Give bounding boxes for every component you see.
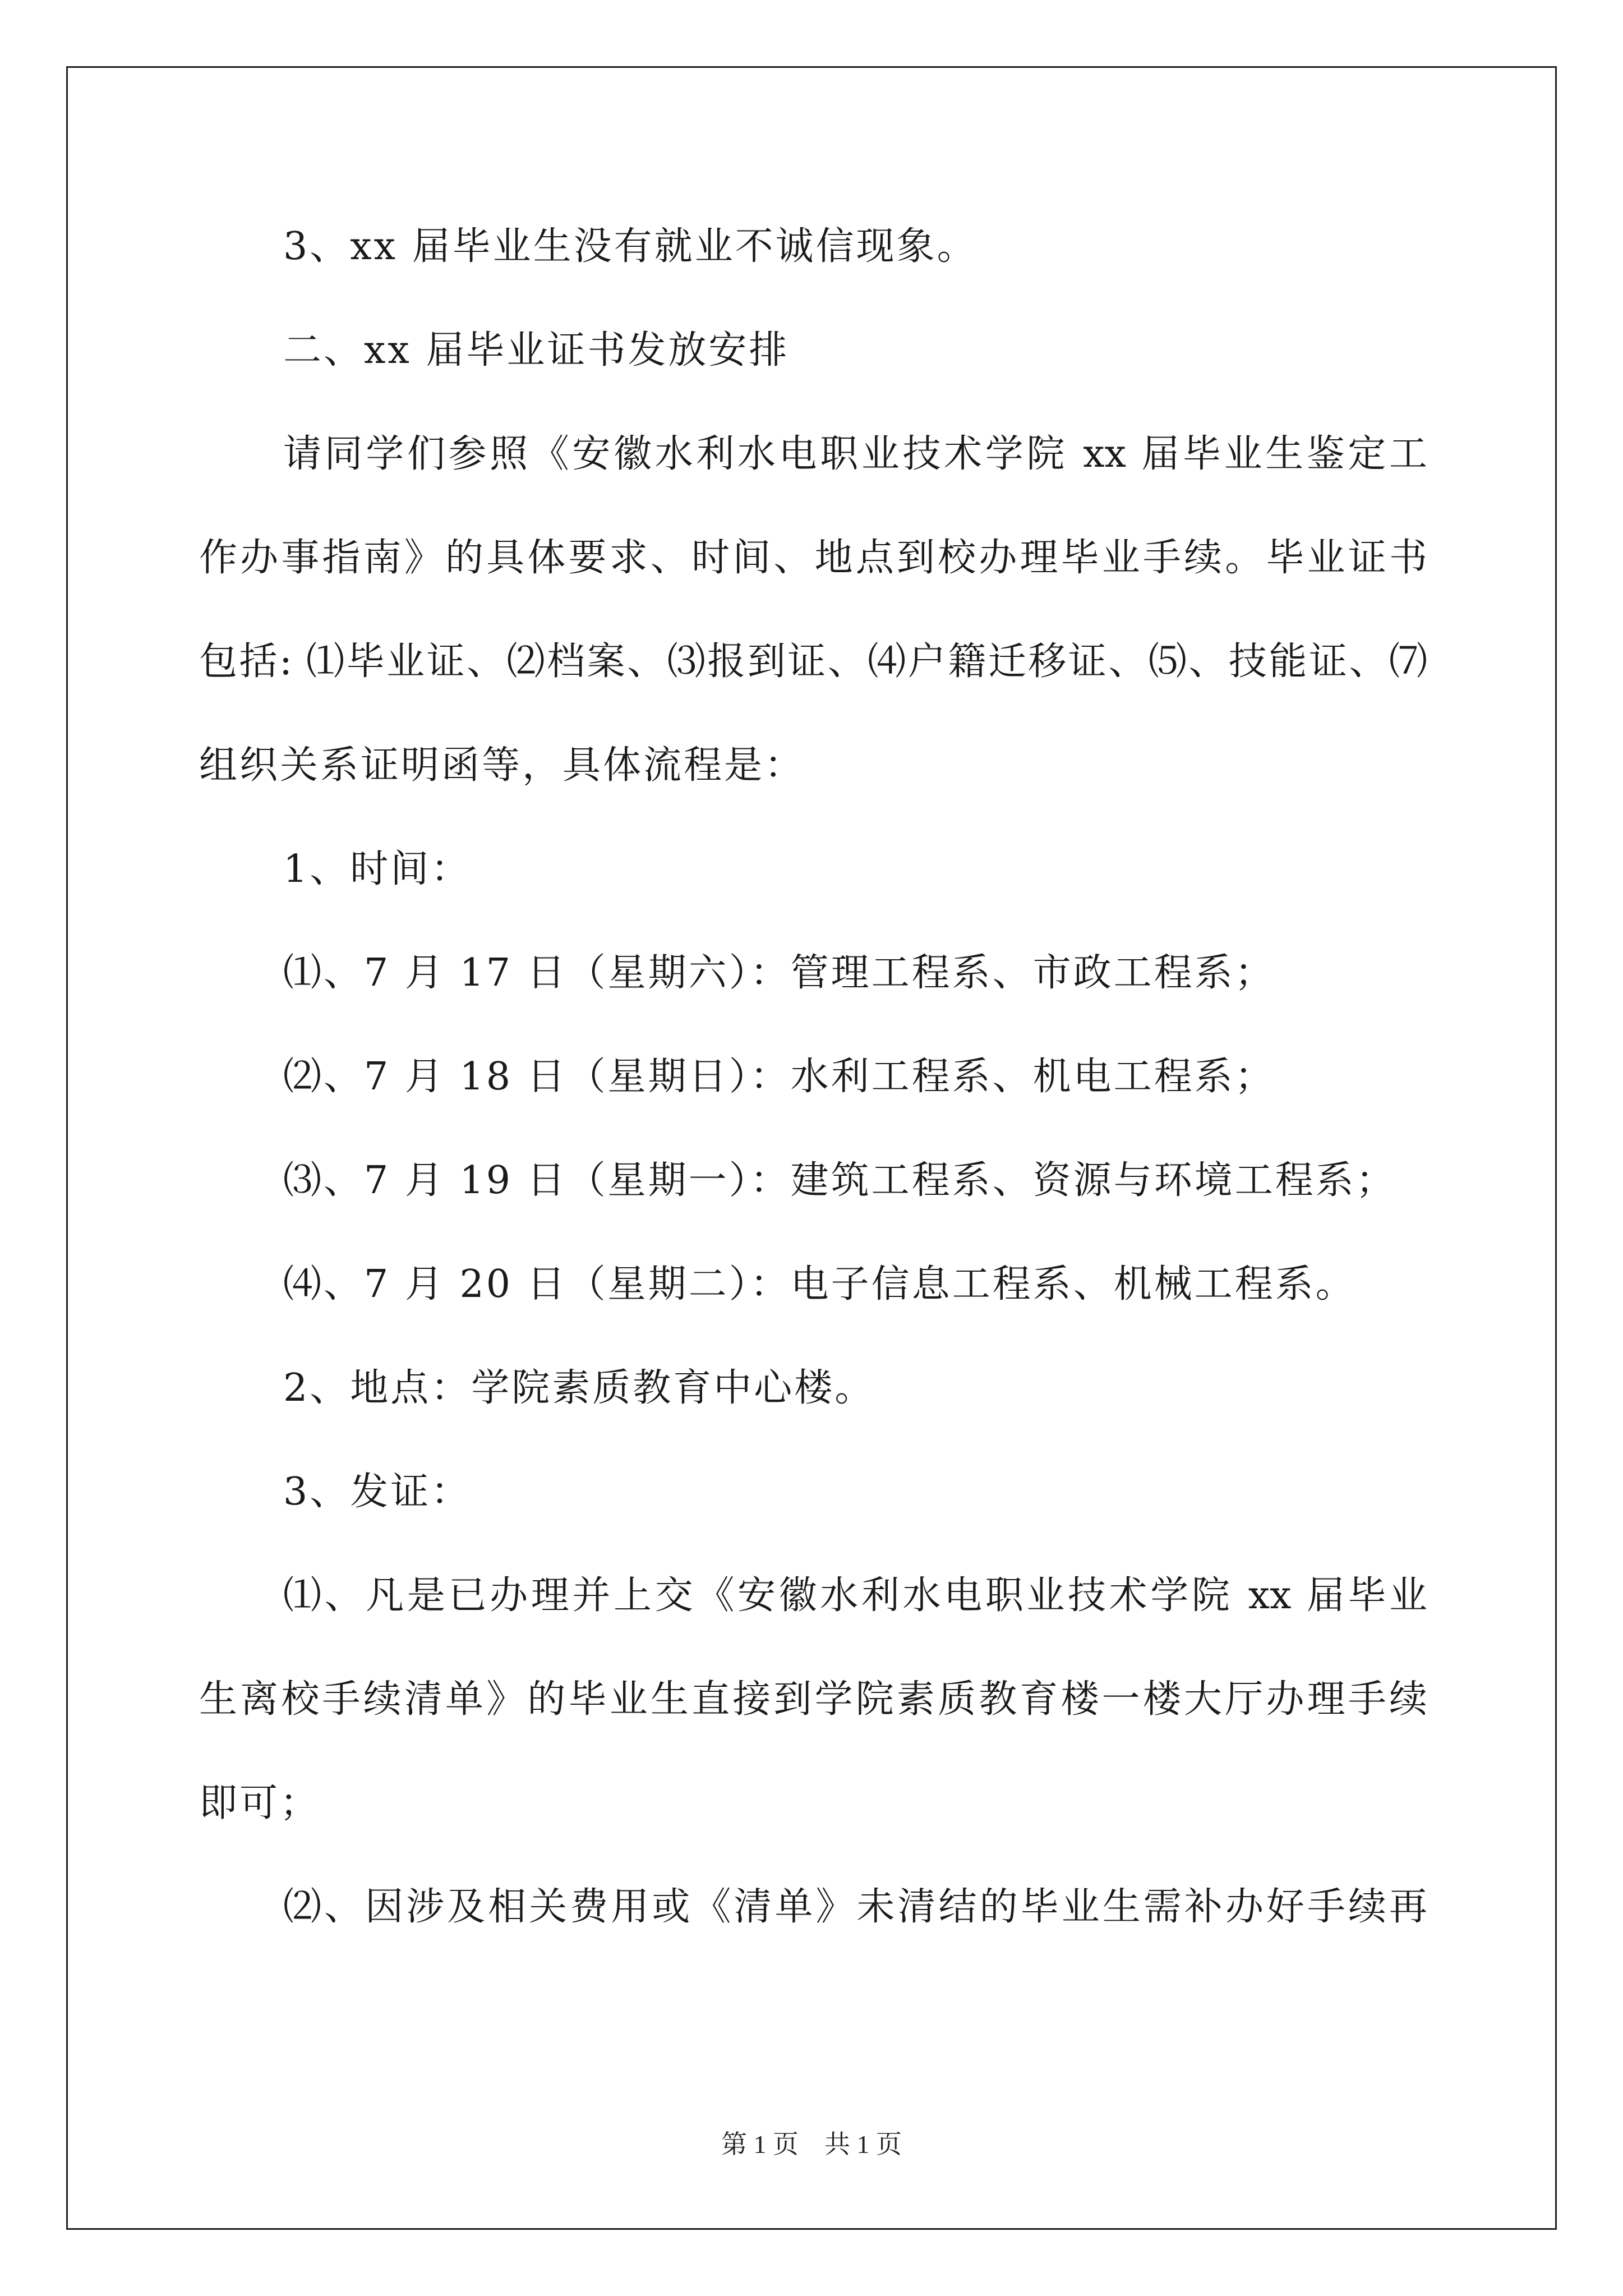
paragraph-line: 即可； [199,1781,321,1825]
paragraph-line: 请同学们参照《安徽水利水电职业技术学院 xx 届毕业生鉴定工 [283,432,1427,476]
paragraph-line: 生离校手续清单》的毕业生直接到学院素质教育楼一楼大厅办理手续 [199,1677,1427,1722]
schedule-item: ⑴、7 月 17 日（星期六）：管理工程系、市政工程系； [283,951,1275,995]
schedule-item: ⑶、7 月 19 日（星期一）：建筑工程系、资源与环境工程系； [283,1158,1396,1203]
list-item-heading: 1、时间： [283,847,472,891]
schedule-item: ⑵、7 月 18 日（星期日）：水利工程系、机电工程系； [283,1055,1275,1099]
paragraph-line: ⑴、凡是已办理并上交《安徽水利水电职业技术学院 xx 届毕业 [283,1573,1427,1618]
list-item-heading: 2、地点：学院素质教育中心楼。 [283,1366,875,1410]
list-item-heading: 3、发证： [283,1470,472,1514]
paragraph-line: ⑵、因涉及相关费用或《清单》未清结的毕业生需补办好手续再 [283,1885,1427,1929]
paragraph-line: 组织关系证明函等，具体流程是： [199,743,805,788]
paragraph-line: 3、xx 届毕业生没有就业不诚信现象。 [283,224,978,269]
paragraph-line: 作办事指南》的具体要求、时间、地点到校办理毕业手续。毕业证书 [199,536,1427,580]
schedule-item: ⑷、7 月 20 日（星期二）：电子信息工程系、机械工程系。 [283,1262,1356,1306]
section-heading: 二、xx 届毕业证书发放安排 [283,328,790,372]
page-footer: 第 1 页 共 1 页 [721,2130,902,2159]
paragraph-line: 包括: ⑴毕业证、⑵档案、⑶报到证、⑷户籍迁移证、⑸、技能证、⑺ [199,639,1427,684]
